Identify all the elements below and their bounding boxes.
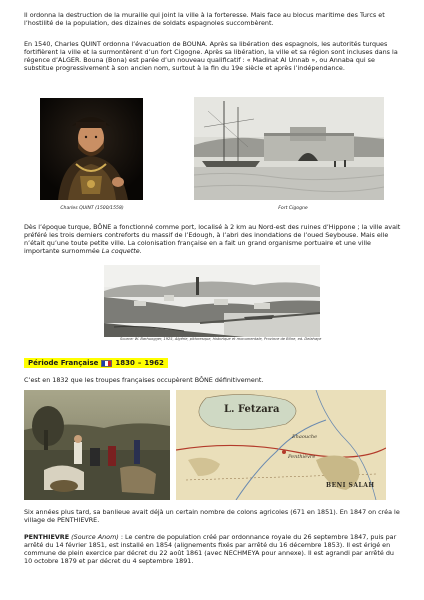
section-year-end: 1962 bbox=[144, 359, 164, 367]
nickname-text: La coquette. bbox=[101, 247, 142, 256]
charles-quint-portrait bbox=[40, 98, 143, 200]
section-year-start: 1830 bbox=[115, 359, 135, 367]
map-label-ehaouche: Ehaouche bbox=[292, 434, 318, 440]
paragraph-port bbox=[24, 223, 402, 255]
fort-cigogne-photo bbox=[194, 97, 384, 200]
fort-cigogne-caption: Fort Cigogne bbox=[278, 206, 308, 211]
colonial-painting bbox=[24, 390, 170, 500]
map-label-tribe: BENI SALAH bbox=[326, 482, 375, 489]
french-flag-icon bbox=[101, 360, 112, 367]
charles-quint-caption: Charles QUINT (1500/1558) bbox=[60, 206, 124, 211]
panorama-source-caption: Source: W. Barhuogger, 1925, Algérie, pittoresque, historique et monumentale, Province de Bône, ed. Delahaye bbox=[120, 337, 322, 341]
paragraph-occupation: C’est en 1832 que les troupes françaises occupèrent BÔNE définitivement. bbox=[24, 376, 264, 384]
section-title-periode-francaise bbox=[24, 358, 168, 368]
paragraph-penthievre bbox=[24, 533, 402, 565]
paragraph-blockade: Il ordonna la destruction de la muraille qui joint la ville à la forteresse. Mais face au blocus maritime des Turcs et l’hostilité de la population, des dizaines de soldats espagnoles succombèrent. bbox=[24, 11, 385, 28]
paragraph-colons: Six années plus tard, sa banlieue avait déjà un certain nombre de colons agricoles (671 en 1851). En 1847 on créa le village de PENTHIEVRE. bbox=[24, 508, 400, 525]
bone-panorama-engraving bbox=[104, 265, 320, 337]
penthievre-body: : Le centre de population créé par ordonnance royale du 26 septembre 1847, puis par arrêté du 14 février 1851, est installé en 1854 (alignements fixés par arrêté du 16 décembre 1853). Il est érigé en commune de plein exercice par décret du 22 août 1861 (avec NECHMEYA pour annexe). Il est agrandi par arrêté du 10 octobre 1879 et par décret du 4 septembre 1891. bbox=[24, 533, 397, 566]
map-label-lake: L. Fetzara bbox=[224, 404, 280, 415]
map-label-village: Penthièvre bbox=[288, 454, 316, 460]
old-map-penthievre bbox=[176, 390, 386, 500]
penthievre-source: (Source Anom) bbox=[71, 533, 119, 541]
section-title-text: Période Française bbox=[28, 359, 99, 367]
paragraph-evacuation: En 1540, Charles QUINT ordonna l’évacuation de BOUNA. Après sa libération des espagnols, les autorités turques fortifièrent la ville et la surmontèrent d’un fort Cigogne. Après sa libération, la ville et sa région sont incluses dans la régence d’ALGER. Bouna (Bona) est parée d’un nouveau qualificatif : « Madinat Al Unnab », ou Annaba qui se substitue progressivement à son ancien nom, surtout à la fin du 19e siècle et après l’indépendance. bbox=[24, 40, 398, 73]
section-year-dash: – bbox=[137, 359, 142, 367]
port-text: Dès l’époque turque, BÔNE a fonctionné comme port, localisé à 2 km au Nord-est des ruines d’Hippone ; la ville avait préféré les trois derniers contreforts du massif de l’Edough, à l’abri des inondations de l’oued Seybouse. Mais elle n’était qu’une toute petite ville. La colonisation française en a fait un grand organisme portuaire et une ville importante surnommée bbox=[24, 223, 401, 256]
penthievre-lead: PENTHIEVRE bbox=[24, 533, 70, 541]
